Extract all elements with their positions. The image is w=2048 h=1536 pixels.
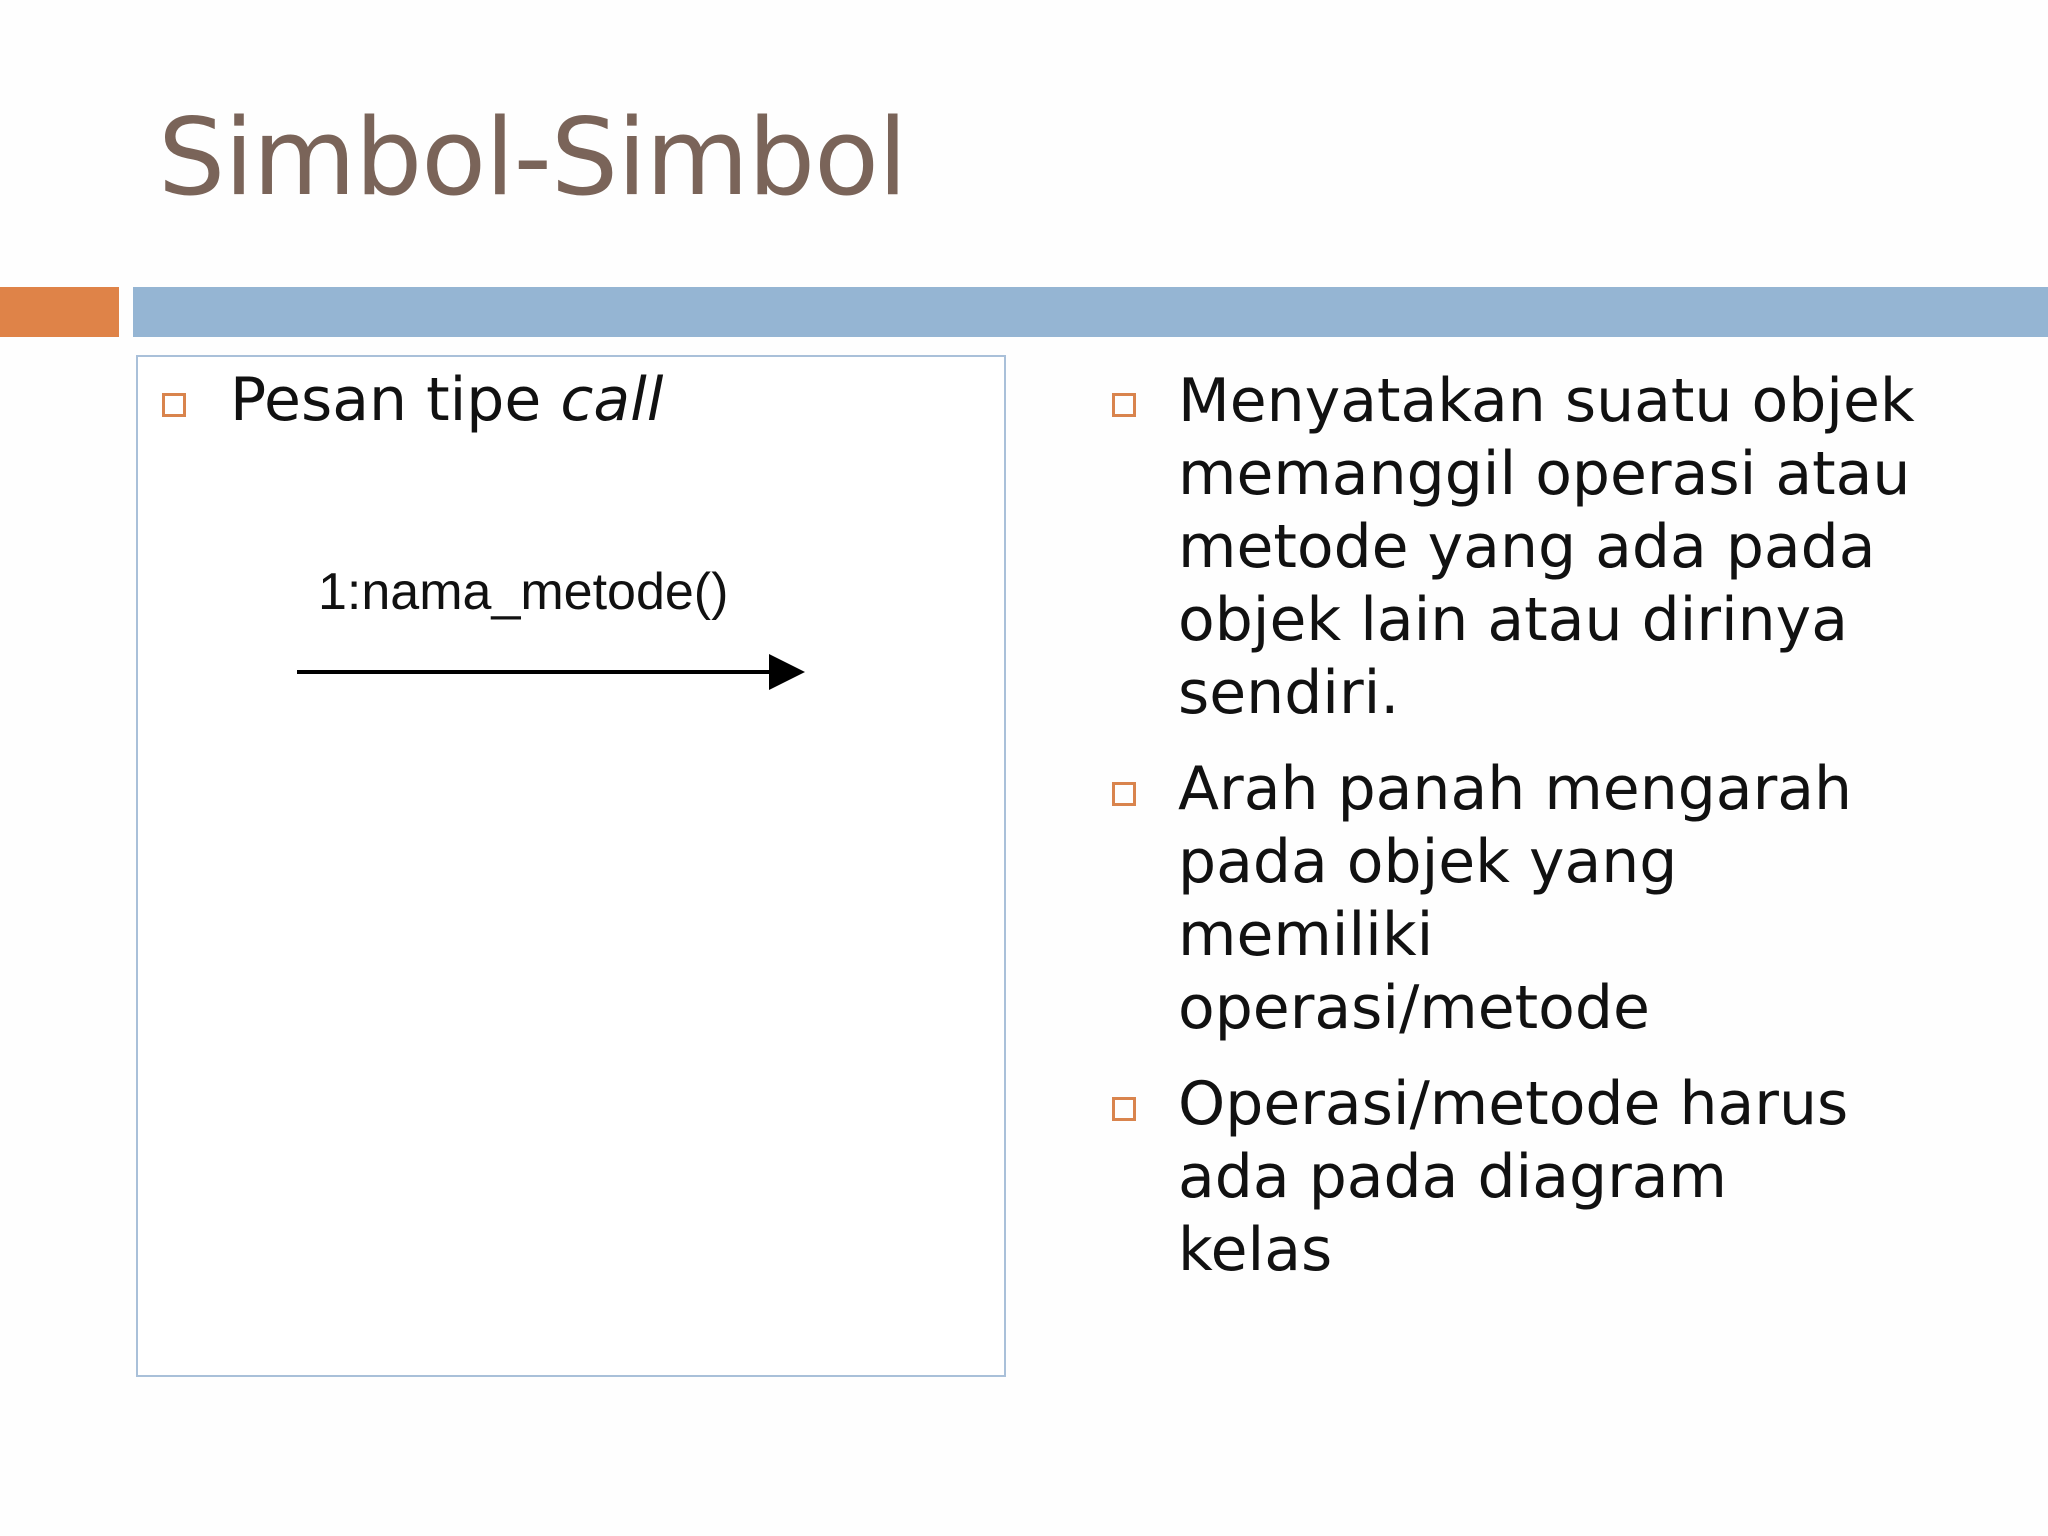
bullet-text-regular: Pesan tipe [230,365,561,435]
call-message-arrow [295,648,815,698]
bullet-marker [1112,393,1136,417]
bullet-text-italic: call [560,365,664,435]
description-line: operasi/metode [1178,973,1650,1043]
symbol-content-box [136,355,1006,1377]
description-item-2 [1178,753,1852,1045]
message-label: 1:nama_metode() [318,563,729,621]
slide-title: Simbol-Simbol [158,96,907,219]
description-line: memanggil operasi atau [1178,439,1911,509]
description-line: Arah panah mengarah [1178,754,1853,824]
description-line: metode yang ada pada [1178,512,1876,582]
description-line: memiliki [1178,900,1434,970]
bullet-marker [1112,1097,1136,1121]
description-line: pada objek yang [1178,827,1678,897]
bullet-pesan-tipe [230,364,663,437]
accent-bar-orange [0,287,119,337]
description-line: kelas [1178,1215,1333,1285]
description-line: sendiri. [1178,658,1400,728]
description-item-3 [1178,1068,1848,1287]
description-item-1 [1178,365,1915,730]
description-line: ada pada diagram [1178,1142,1727,1212]
description-line: objek lain atau dirinya [1178,585,1848,655]
bullet-marker [1112,782,1136,806]
accent-bar-blue [133,287,2048,337]
bullet-marker [162,393,186,417]
description-line: Operasi/metode harus [1178,1069,1849,1139]
arrow-head [769,654,805,690]
description-line: Menyatakan suatu objek [1178,366,1915,436]
